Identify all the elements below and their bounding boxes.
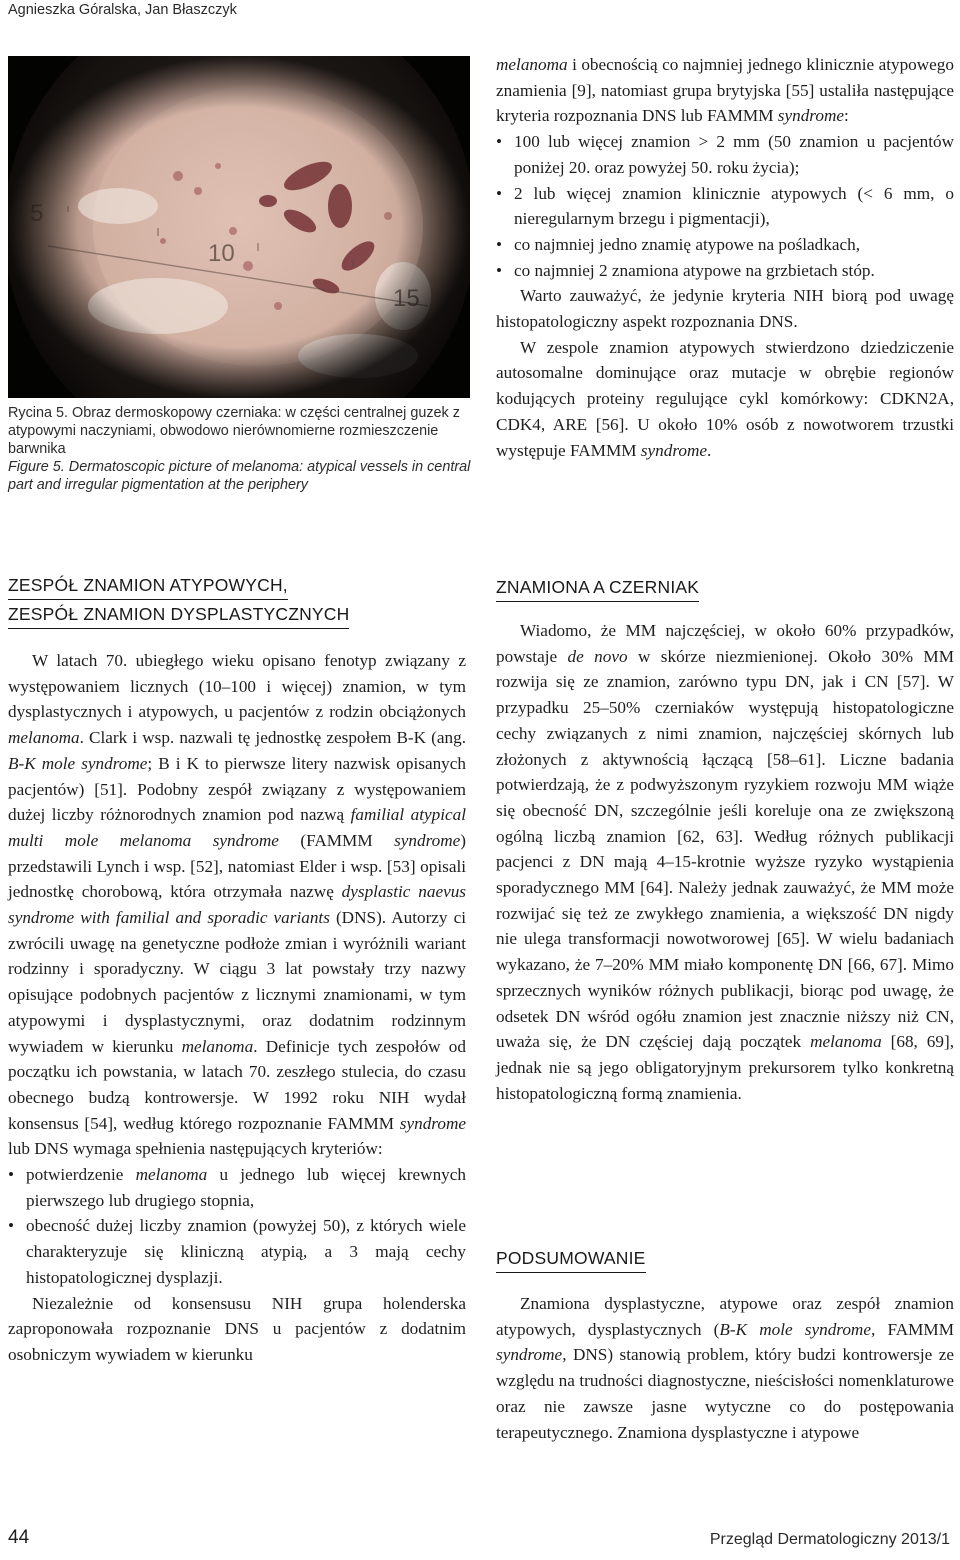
italic-term: syndrome — [777, 106, 844, 126]
section-heading-nevi-melanoma — [496, 575, 699, 602]
nih-criteria-list — [8, 1162, 466, 1291]
paragraph — [496, 335, 954, 464]
text-run: W latach 70. ubiegłego wieku opisano fenotyp związany z występowaniem licznych (10–100 i więcej) znamion, w tym dysplastycznych i atypowych, u pacjentów z rodzin obciążonych — [8, 651, 466, 722]
text-run: . Clark i wsp. nazwali tę jednostkę zespołem B-K (ang. — [79, 728, 466, 748]
text-run: w skórze niezmienionej. Około 30% MM rozwija się ze znamion, zarówno typu DN, jak i CN [57]. W przypadku 25–50% czerniaków występują histopatologiczne cechy związanych z nimi znamion, najczęściej skórnych lub złożonych z aktywnością łączącą [58–61]. Liczne badania potwierdzają, że z podwyższonym ryzykiem rozwoju MM wiąże się obecność DN, szczególnie jeśli koreluje ona ze zwiększoną ogólną liczbą znamion [62, 63]. Według różnych publikacji pacjenci z DN mają 4–15-krotnie wyższe ryzyko wystąpienia sporadycznego MM [64]. Należy jednak zauważyć, że MM może rozwijać się też ze zwykłego znamienia, a większość DN nigdy nie ulega transformacji nowotworowej [65]. W wielu badaniach wykazano, że 7–20% MM miało komponentę DN [66, 67]. Mimo sprzecznych wyników różnych publikacji, biorąc pod uwagę, że odsetek DN wśród ogółu znamion jest znacznie niższy niż CN, uważa się, że DN częściej dają początek — [496, 646, 954, 1052]
text-run: [68, 69], jednak nie są jego obligatoryjnym prekursorem tylko konkretną histopatologiczną formą znamienia. — [496, 1032, 954, 1103]
text-run: W zespole znamion atypowych stwierdzono dziedziczenie autosomalne dominujące oraz mutacje w obrębie regionów kodujących proteiny regulujące cykl komórkowy: CDKN2A, CDK4, ARE [56]. U około 10% osób z nowotworem trzustki występuje FAMMM — [496, 337, 954, 460]
caption-pl-label: Rycina 5. — [8, 405, 68, 421]
text-run: (DNS). Autorzy ci zwrócili uwagę na genetyczne podłoże zmian i wyróżnili wariant rodzinny i sporadyczny. W ciągu 3 lat powstały trzy nazwy opisujące podobnych pacjentów z licznymi znamionami, w tym atypowymi i dysplastycznymi, oraz dodatnim rodzinnym wywiadem w kierunku — [8, 908, 466, 1056]
list-item: • co najmniej 2 znamiona atypowe na grzbietach stóp. — [496, 258, 954, 284]
italic-term: melanoma — [181, 1036, 254, 1056]
dermoscopy-image — [8, 56, 470, 398]
text-run: Wiadomo, że MM najczęściej, w około 60% przypadków, powstaje — [496, 621, 954, 666]
paragraph — [496, 1291, 954, 1445]
paragraph — [496, 52, 954, 129]
text-run: ; B i K to pierwsze litery nazwisk opisanych pacjentów) [51]. Podobny zespół związany z występowaniem dużej liczby różnorodnych znamion pod nazwą — [8, 753, 466, 825]
text-run: potwierdzenie — [26, 1165, 136, 1185]
text-run: : — [844, 106, 849, 126]
caption-english — [8, 458, 472, 494]
italic-term: melanoma — [810, 1032, 882, 1052]
text-run: i obecnością co najmniej jednego klinicznie atypowego znamienia [9], natomiast grupa brytyjska [55] ustaliła następujące kryteria rozpoznania DNS lub FAMMM — [496, 55, 954, 126]
running-header-authors: Agnieszka Góralska, Jan Błaszczyk — [8, 2, 237, 18]
italic-term: familial atypical multi mole melanoma syndrome — [8, 805, 466, 850]
heading-line: PODSUMOWANIE — [496, 1246, 646, 1273]
journal-footer: Przegląd Dermatologiczny 2013/1 — [709, 1531, 950, 1548]
summary-body — [496, 1291, 954, 1445]
list-item: • co najmniej jedno znamię atypowe na pośladkach, — [496, 232, 954, 258]
heading-line: ZNAMIONA A CZERNIAK — [496, 575, 699, 602]
text-run: lub DNS wymaga spełnienia następujących kryteriów: — [8, 1139, 383, 1159]
caption-en-label: Figure 5. — [8, 459, 65, 475]
paragraph — [8, 648, 466, 1162]
italic-term: melanoma — [135, 1165, 208, 1185]
right-column-top — [496, 52, 954, 463]
italic-term: syndrome — [496, 1345, 563, 1365]
italic-term: de novo — [567, 646, 628, 666]
left-column-body — [8, 648, 466, 1368]
caption-en-text: Dermatoscopic picture of melanoma: atypical vessels in central part and irregular pigmentation at the periphery — [8, 459, 471, 493]
italic-term: B-K mole syndrome — [8, 753, 148, 773]
italic-term: melanoma — [496, 55, 568, 74]
right-column-body — [496, 618, 954, 1106]
section-heading-summary — [496, 1246, 646, 1273]
text-run: . — [707, 440, 712, 460]
list-item: • obecność dużej liczby znamion (powyżej 50), z których wiele charakteryzuje się kliniczną atypią, a 3 mają cechy histopatologicznej dysplazji. — [8, 1213, 466, 1290]
text-run: , DNS) stanowią problem, który budzi kontrowersje ze względu na trudności diagnostyczne, nieścisłości nomenklaturowe oraz nie zawsze jasne wytyczne co do postępowania terapeutycznego. Znamiona dysplastyczne i atypowe — [496, 1345, 954, 1442]
list-item: • 2 lub więcej znamion klinicznie atypowych (< 6 mm, o nieregularnym brzegu i pigmentacji), — [496, 181, 954, 232]
section-heading-atypical-nevi — [8, 573, 468, 631]
italic-term: syndrome — [399, 1113, 466, 1133]
italic-term: syndrome — [640, 440, 708, 460]
page-number: 44 — [8, 1527, 30, 1548]
list-item: • 100 lub więcej znamion > 2 mm (50 znamion u pacjentów poniżej 20. oraz powyżej 50. roku życia); — [496, 129, 954, 180]
heading-line: ZESPÓŁ ZNAMION ATYPOWYCH, — [8, 573, 288, 600]
text-run: (FAMMM — [278, 830, 395, 850]
text-run: . Definicje tych zespołów od początku ich powstania, w latach 70. zeszłego stulecia, do czasu obecnego budzą kontrowersje. W 1992 roku NIH wydał konsensus [54], według którego rozpoznanie FAMMM — [8, 1036, 466, 1133]
heading-line: ZESPÓŁ ZNAMION DYSPLASTYCZNYCH — [8, 602, 349, 629]
italic-term: dysplastic naevus syndrome with familial and sporadic variants — [8, 882, 466, 928]
dermoscopy-figure — [8, 56, 470, 398]
italic-term: melanoma — [8, 728, 80, 748]
text-run: , FAMMM — [870, 1319, 954, 1339]
caption-pl-text: Obraz dermoskopowy czerniaka: w części centralnej guzek z atypowymi naczyniami, obwodowo nierównomierne rozmieszczenie barwnika — [8, 405, 460, 457]
list-item — [8, 1162, 466, 1213]
paragraph — [496, 618, 954, 1106]
paragraph: Niezależnie od konsensusu NIH grupa holenderska zaproponowała rozpoznanie DNS u pacjentów z dodatnim osobniczym wywiadem w kierunku — [8, 1293, 466, 1364]
figure-caption — [8, 404, 472, 494]
caption-polish — [8, 404, 472, 458]
italic-term: B-K mole syndrome — [719, 1319, 871, 1339]
text-run: ) przedstawili Lynch i wsp. [52], natomiast Elder i wsp. [53] opisali jednostkę chorobową, która otrzymała nazwę — [8, 830, 466, 902]
text-run: Znamiona dysplastyczne, atypowe oraz zespół znamion atypowych, dysplastycznych ( — [496, 1294, 954, 1339]
italic-term: syndrome — [394, 830, 461, 850]
paragraph: Warto zauważyć, że jedynie kryteria NIH biorą pod uwagę histopatologiczny aspekt rozpoznania DNS. — [496, 286, 954, 332]
text-run: u jednego lub więcej krewnych pierwszego lub drugiego stopnia, — [26, 1165, 466, 1210]
criteria-list — [496, 129, 954, 283]
